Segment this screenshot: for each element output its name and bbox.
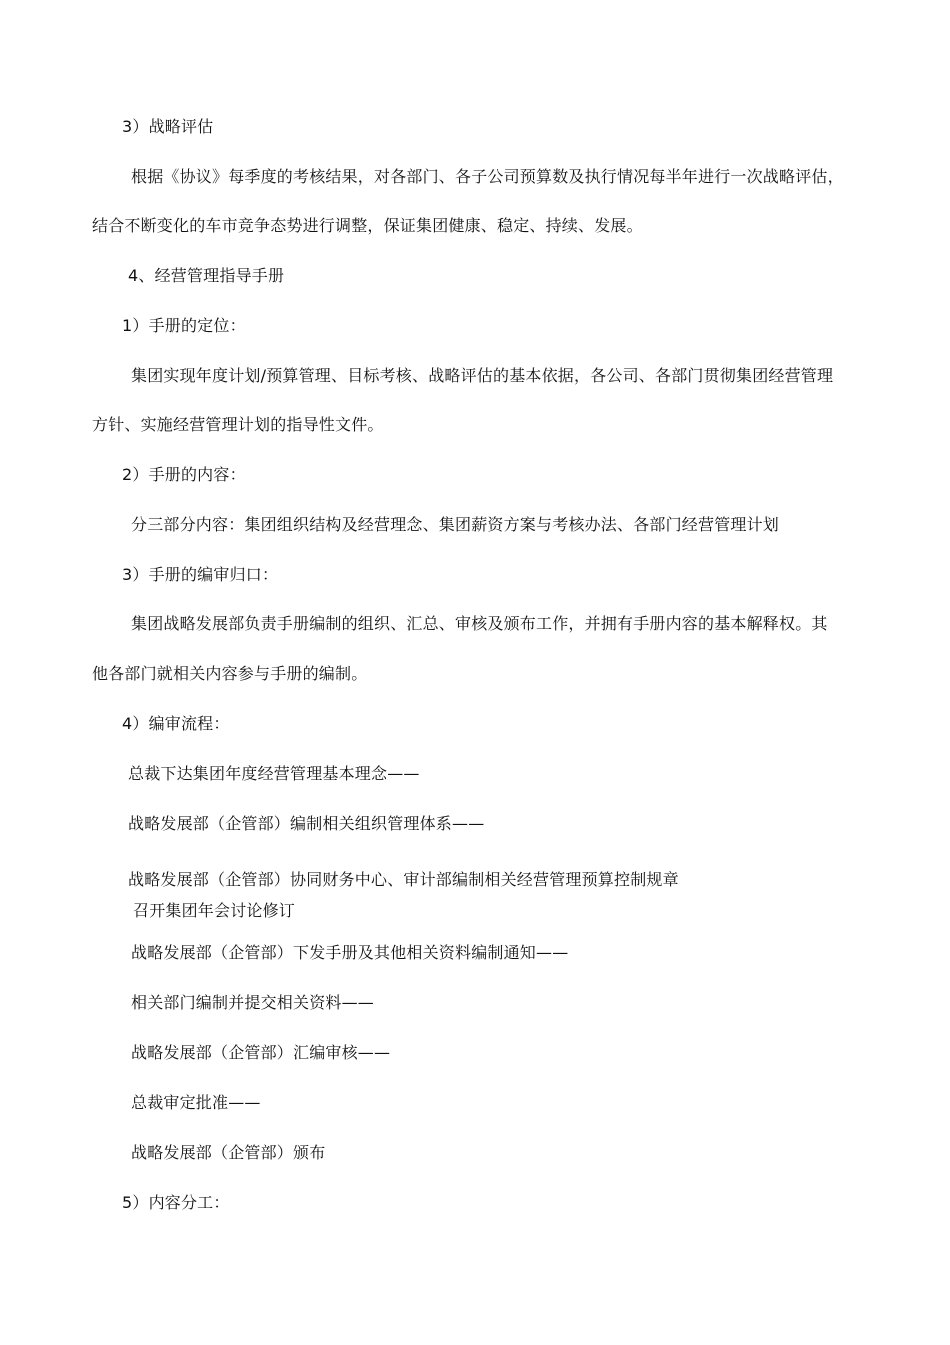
paragraph-line: 他各部门就相关内容参与手册的编制。 — [92, 664, 368, 683]
heading-content-division: 5）内容分工： — [122, 1193, 230, 1212]
heading-strategy-evaluation: 3）战略评估 — [122, 117, 214, 136]
paragraph-line: 集团战略发展部负责手册编制的组织、汇总、审核及颁布工作，并拥有手册内容的基本解释权。其 — [131, 614, 828, 633]
paragraph-line: 方针、实施经营管理计划的指导性文件。 — [92, 415, 384, 434]
heading-management-handbook: 4、经营管理指导手册 — [128, 266, 285, 285]
process-step: 战略发展部（企管部）颁布 — [131, 1143, 326, 1162]
process-step: 召开集团年会讨论修订 — [133, 901, 296, 920]
heading-handbook-positioning: 1）手册的定位： — [122, 316, 246, 335]
paragraph-line: 分三部分内容：集团组织结构及经营理念、集团薪资方案与考核办法、各部门经营管理计划 — [131, 515, 780, 534]
process-step: 总裁审定批准—— — [131, 1093, 261, 1112]
paragraph-line: 根据《协议》每季度的考核结果，对各部门、各子公司预算数及执行情况每半年进行一次战略评估， — [131, 167, 844, 186]
paragraph-line: 结合不断变化的车市竞争态势进行调整，保证集团健康、稳定、持续、发展。 — [92, 216, 643, 235]
process-step: 战略发展部（企管部）协同财务中心、审计部编制相关经营管理预算控制规章 — [128, 870, 679, 889]
process-step: 战略发展部（企管部）下发手册及其他相关资料编制通知—— — [131, 943, 569, 962]
process-step: 战略发展部（企管部）汇编审核—— — [131, 1043, 391, 1062]
paragraph-line: 集团实现年度计划/预算管理、目标考核、战略评估的基本依据，各公司、各部门贯彻集团经营管理 — [131, 366, 834, 385]
process-step: 战略发展部（企管部）编制相关组织管理体系—— — [128, 814, 485, 833]
process-step: 总裁下达集团年度经营管理基本理念—— — [128, 764, 420, 783]
heading-review-process: 4）编审流程： — [122, 714, 230, 733]
heading-handbook-content: 2）手册的内容： — [122, 465, 246, 484]
heading-handbook-review-owner: 3）手册的编审归口： — [122, 565, 279, 584]
process-step: 相关部门编制并提交相关资料—— — [131, 993, 375, 1012]
